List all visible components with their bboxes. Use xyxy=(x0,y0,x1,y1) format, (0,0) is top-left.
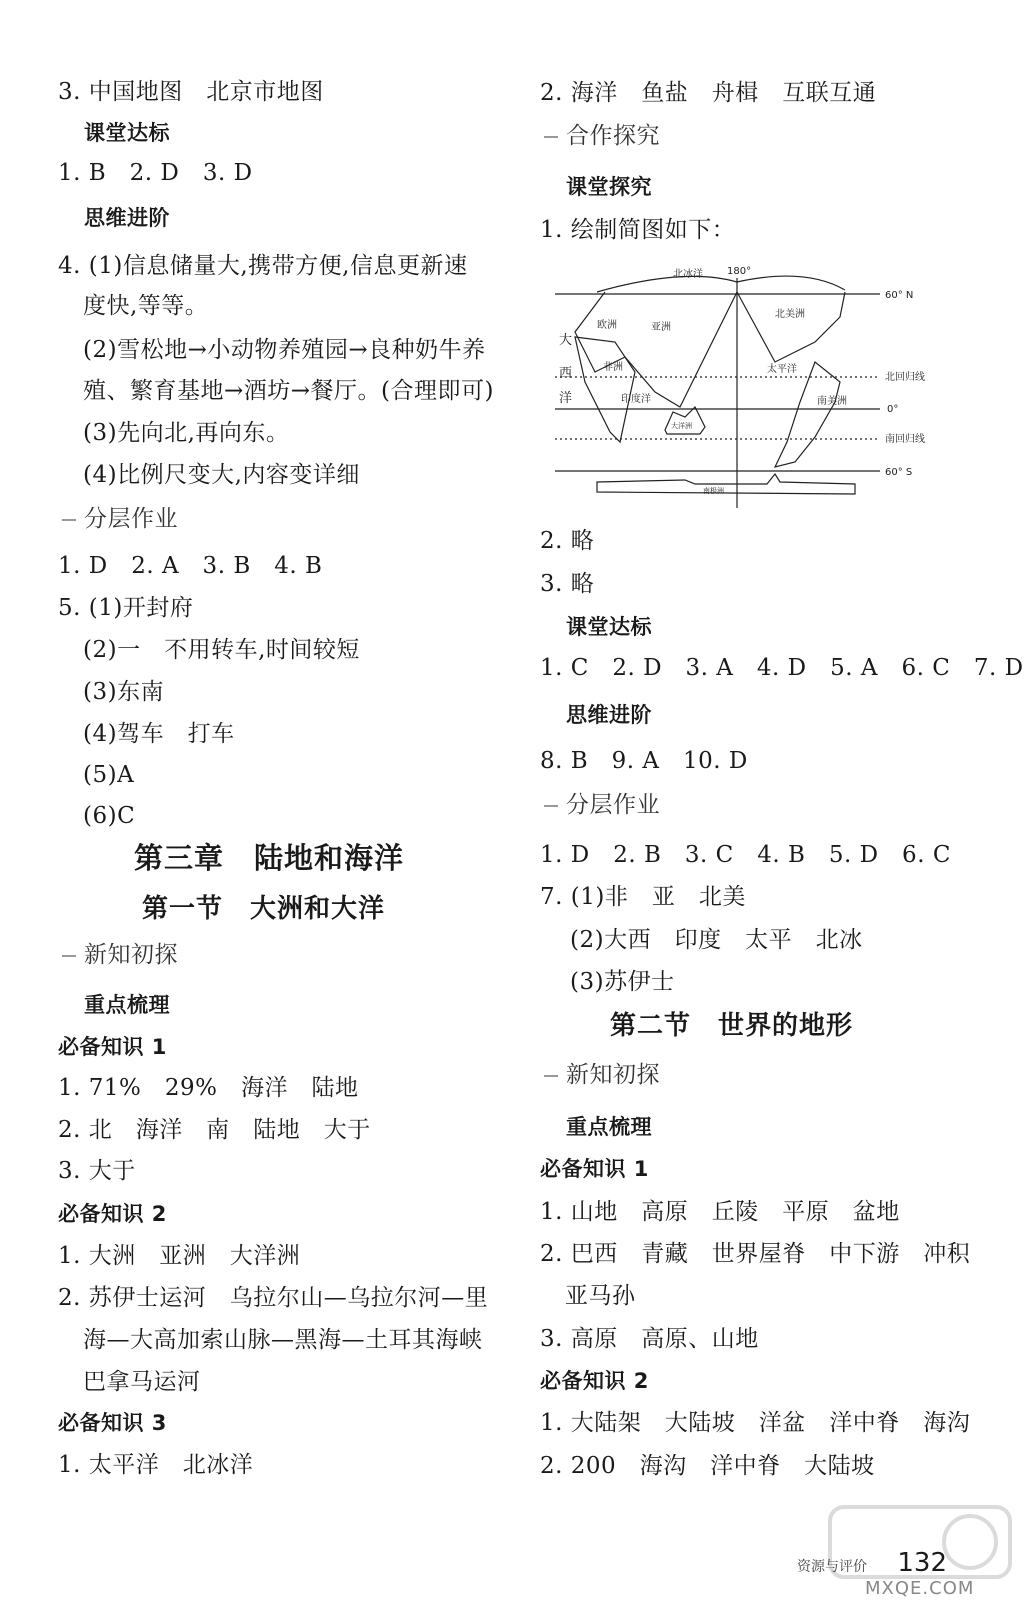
answer-line: 度快,等等。 xyxy=(83,293,209,319)
subheading-bibei-zhishi-2: 必备知识 2 xyxy=(58,1202,167,1226)
answer-line: 2. 略 xyxy=(540,528,595,554)
antarctica-label: 南极洲 xyxy=(703,487,724,495)
subheading-bibei-zhishi-1: 必备知识 1 xyxy=(58,1035,167,1059)
arctic-ocean-label: 北冰洋 xyxy=(673,269,703,280)
watermark-text: MXQE.COM xyxy=(865,1578,975,1599)
lat-60n-label: 60° N xyxy=(885,290,914,301)
arctic-boundary xyxy=(597,276,845,292)
subheading-zhongdian-shuli: 重点梳理 xyxy=(566,1115,652,1139)
section-fenceng-zuoye xyxy=(62,504,178,534)
north-america-label: 北美洲 xyxy=(775,309,805,320)
subheading-ketang-dabiao: 课堂达标 xyxy=(566,615,652,639)
answer-line: (3)东南 xyxy=(83,679,165,705)
section-marker-icon xyxy=(544,1075,558,1077)
indian-ocean-label: 印度洋 xyxy=(621,394,651,405)
section-marker-icon xyxy=(62,519,76,521)
section-label: 新知初探 xyxy=(84,942,178,968)
africa-outline xyxy=(575,337,635,442)
answer-line: 1. D 2. B 3. C 4. B 5. D 6. C xyxy=(540,842,951,868)
answer-line: (5)A xyxy=(83,762,135,788)
section-label: 分层作业 xyxy=(84,506,178,532)
equator-label: 0° xyxy=(887,404,899,415)
answer-line: 7. (1)非 亚 北美 xyxy=(540,884,746,910)
lat-60s-label: 60° S xyxy=(885,467,913,478)
subheading-bibei-zhishi-2: 必备知识 2 xyxy=(540,1369,649,1393)
chapter-title: 第三章 陆地和海洋 xyxy=(134,841,405,875)
subheading-ketang-dabiao: 课堂达标 xyxy=(84,121,170,145)
answer-line: (3)先向北,再向东。 xyxy=(83,420,290,446)
answer-line: (4)比例尺变大,内容变详细 xyxy=(83,462,360,488)
section-marker-icon xyxy=(544,136,558,138)
answer-line: 1. 绘制简图如下： xyxy=(540,217,736,243)
atlantic-char-3: 洋 xyxy=(559,391,573,406)
answer-line: 3. 高原 高原、山地 xyxy=(540,1326,759,1352)
europe-label: 欧洲 xyxy=(597,320,617,331)
atlantic-char-2: 西 xyxy=(559,366,573,381)
answer-line: 海—大高加索山脉—黑海—土耳其海峡 xyxy=(83,1327,483,1353)
africa-label: 非洲 xyxy=(603,362,623,373)
section-label: 新知初探 xyxy=(566,1062,660,1088)
answer-line: (4)驾车 打车 xyxy=(83,721,235,747)
south-america-label: 南美洲 xyxy=(817,396,847,407)
answer-line: (2)一 不用转车,时间较短 xyxy=(83,637,360,663)
oceania-label: 大洋洲 xyxy=(671,422,692,430)
answer-line: 殖、繁育基地→酒坊→餐厅。(合理即可) xyxy=(83,378,494,404)
subheading-siwei-jinjie: 思维进阶 xyxy=(566,703,652,727)
answer-line: 2. 苏伊士运河 乌拉尔山—乌拉尔河—里 xyxy=(58,1285,489,1311)
section-title: 第二节 世界的地形 xyxy=(610,1011,854,1041)
page-number: 132 xyxy=(897,1548,947,1578)
answer-line: 2. 北 海洋 南 陆地 大于 xyxy=(58,1117,371,1143)
meridian-180-label: 180° xyxy=(727,266,752,277)
answer-line: 1. 大洲 亚洲 大洋洲 xyxy=(58,1243,301,1269)
answer-line: 1. 大陆架 大陆坡 洋盆 洋中脊 海沟 xyxy=(540,1410,971,1436)
answer-line: 1. 71% 29% 海洋 陆地 xyxy=(58,1075,359,1101)
answer-line: (2)大西 印度 太平 北冰 xyxy=(570,927,863,953)
answer-line: 3. 中国地图 北京市地图 xyxy=(58,79,324,105)
asia-label: 亚洲 xyxy=(651,322,671,333)
pacific-label: 太平洋 xyxy=(767,364,797,375)
subheading-bibei-zhishi-1: 必备知识 1 xyxy=(540,1157,649,1181)
answer-line: 2. 200 海沟 洋中脊 大陆坡 xyxy=(540,1453,875,1479)
answer-line: 1. D 2. A 3. B 4. B xyxy=(58,553,323,579)
answer-line: 4. (1)信息储量大,携带方便,信息更新速 xyxy=(58,253,468,279)
answer-line: (2)雪松地→小动物养殖园→良种奶牛养 xyxy=(83,337,486,363)
answer-line: 2. 巴西 青藏 世界屋脊 中下游 冲积 xyxy=(540,1241,971,1267)
answer-line: 亚马孙 xyxy=(565,1283,636,1309)
section-xinzhi-chutan xyxy=(544,1060,660,1090)
answer-line: (3)苏伊士 xyxy=(570,969,675,995)
answer-line: 2. 海洋 鱼盐 舟楫 互联互通 xyxy=(540,80,877,106)
answer-line: 1. C 2. D 3. A 4. D 5. A 6. C 7. D xyxy=(540,655,1024,681)
answer-line: 3. 略 xyxy=(540,571,595,597)
eurasia-outline xyxy=(575,292,737,407)
section-title: 第一节 大洲和大洋 xyxy=(142,894,386,924)
world-sketch-map xyxy=(555,262,955,514)
section-marker-icon xyxy=(62,955,76,957)
subheading-bibei-zhishi-3: 必备知识 3 xyxy=(58,1411,167,1435)
north-america-outline xyxy=(737,292,845,362)
section-xinzhi-chutan xyxy=(62,940,178,970)
tropic-capricorn-label: 南回归线 xyxy=(885,434,925,445)
antarctica-outline xyxy=(597,474,855,494)
section-label: 分层作业 xyxy=(566,792,660,818)
section-label: 合作探究 xyxy=(566,123,660,149)
section-marker-icon xyxy=(544,805,558,807)
answer-line: 3. 大于 xyxy=(58,1158,136,1184)
subheading-zhongdian-shuli: 重点梳理 xyxy=(84,993,170,1017)
answer-line: 5. (1)开封府 xyxy=(58,595,194,621)
answer-line: 8. B 9. A 10. D xyxy=(540,748,748,774)
subheading-ketang-tanjiu: 课堂探究 xyxy=(566,175,652,199)
answer-line: 巴拿马运河 xyxy=(83,1369,201,1395)
atlantic-char-1: 大 xyxy=(559,333,573,348)
answer-line: 1. 山地 高原 丘陵 平原 盆地 xyxy=(540,1199,900,1225)
section-hezuo-tanjiu xyxy=(544,121,660,151)
answer-line: 1. B 2. D 3. D xyxy=(58,160,253,186)
answer-line: 1. 太平洋 北冰洋 xyxy=(58,1452,254,1478)
footer-caption: 资源与评价 xyxy=(797,1559,867,1575)
section-fenceng-zuoye xyxy=(544,790,660,820)
answer-line: (6)C xyxy=(83,803,136,829)
tropic-cancer-label: 北回归线 xyxy=(885,372,925,383)
subheading-siwei-jinjie: 思维进阶 xyxy=(84,206,170,230)
south-america-outline xyxy=(775,362,840,467)
